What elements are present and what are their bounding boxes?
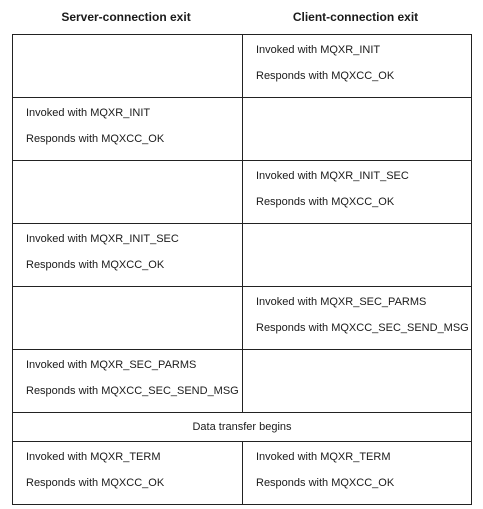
client-cell bbox=[243, 442, 472, 505]
server-cell-empty bbox=[13, 287, 243, 350]
exit-sequence-table bbox=[12, 34, 472, 505]
response-text: Responds with MQXCC_OK bbox=[256, 477, 395, 489]
table-row bbox=[13, 287, 472, 350]
invoke-text: Invoked with MQXR_SEC_PARMS bbox=[26, 359, 197, 371]
client-cell bbox=[243, 161, 472, 224]
table-row bbox=[13, 161, 472, 224]
response-text: Responds with MQXCC_OK bbox=[26, 477, 165, 489]
client-exit-header: Client-connection exit bbox=[292, 10, 419, 24]
invoke-text: Invoked with MQXR_INIT bbox=[26, 107, 151, 119]
invoke-text: Invoked with MQXR_TERM bbox=[256, 451, 391, 463]
response-text: Responds with MQXCC_OK bbox=[26, 133, 165, 145]
response-text: Responds with MQXCC_OK bbox=[256, 196, 395, 208]
client-cell bbox=[243, 35, 472, 98]
client-cell-empty bbox=[243, 350, 472, 413]
table-row bbox=[13, 98, 472, 161]
invoke-text: Invoked with MQXR_INIT_SEC bbox=[26, 233, 179, 245]
server-cell bbox=[13, 98, 243, 161]
server-cell bbox=[13, 442, 243, 505]
response-text: Responds with MQXCC_OK bbox=[256, 70, 395, 82]
server-exit-header: Server-connection exit bbox=[61, 10, 191, 24]
invoke-text: Invoked with MQXR_SEC_PARMS bbox=[256, 296, 427, 308]
invoke-text: Invoked with MQXR_TERM bbox=[26, 451, 161, 463]
server-cell bbox=[13, 224, 243, 287]
server-cell-empty bbox=[13, 161, 243, 224]
client-cell-empty bbox=[243, 224, 472, 287]
table-row bbox=[13, 35, 472, 98]
server-cell-empty bbox=[13, 35, 243, 98]
client-cell-empty bbox=[243, 98, 472, 161]
table-row bbox=[13, 224, 472, 287]
response-text: Responds with MQXCC_OK bbox=[26, 259, 165, 271]
server-cell bbox=[13, 350, 243, 413]
table-row bbox=[13, 413, 472, 442]
table-row bbox=[13, 350, 472, 413]
client-cell bbox=[243, 287, 472, 350]
response-text: Responds with MQXCC_SEC_SEND_MSG bbox=[26, 385, 239, 397]
invoke-text: Invoked with MQXR_INIT_SEC bbox=[256, 170, 409, 182]
invoke-text: Invoked with MQXR_INIT bbox=[256, 44, 381, 56]
response-text: Responds with MQXCC_SEC_SEND_MSG bbox=[256, 322, 469, 334]
data-transfer-banner: Data transfer begins bbox=[13, 413, 472, 442]
table-row bbox=[13, 442, 472, 505]
